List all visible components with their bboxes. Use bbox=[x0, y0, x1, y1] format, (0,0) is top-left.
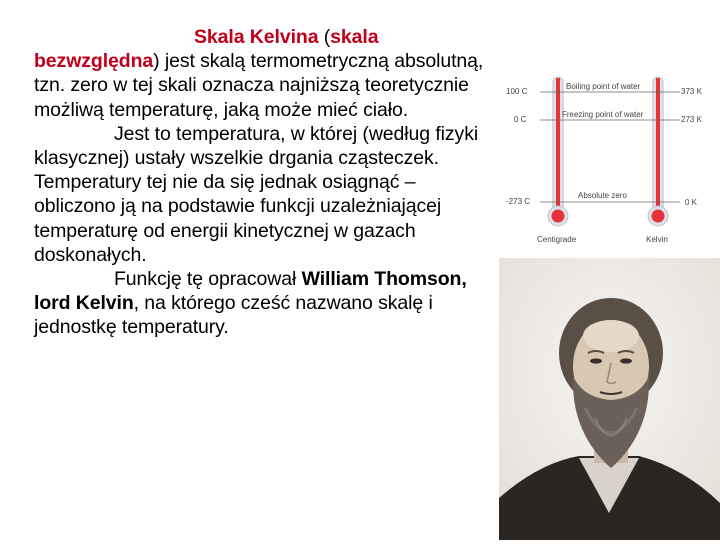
kelvin-label: Kelvin bbox=[646, 235, 668, 244]
celsius-zero-value: -273 C bbox=[506, 197, 531, 206]
freezing-label: Freezing point of water bbox=[562, 110, 644, 119]
thermometer-diagram bbox=[500, 70, 720, 250]
paren-open: ( bbox=[318, 26, 331, 48]
paragraph-author bbox=[34, 267, 496, 340]
left-eye bbox=[590, 358, 602, 363]
author-rest: , na którego cześć nazwano skalę i jednostkę temperatury. bbox=[34, 292, 433, 339]
centigrade-bulb bbox=[552, 210, 565, 223]
portrait-svg bbox=[499, 258, 720, 540]
kelvin-freezing-value: 273 K bbox=[681, 115, 702, 124]
title-absolute-scale: skala bezwzględna bbox=[34, 26, 379, 73]
centigrade-mercury bbox=[556, 78, 560, 218]
definition-text: jest skalą termometryczną absolutną, tzn. zero w tej skali oznacza najniższą teoretycznie możliwą temperaturę, jaką może mieć ciało. bbox=[34, 50, 484, 121]
content-text bbox=[34, 25, 496, 340]
kelvin-boiling-value: 373 K bbox=[681, 87, 702, 96]
author-name: William Thomson, lord Kelvin bbox=[34, 268, 467, 315]
author-intro: Funkcję tę opracował bbox=[114, 268, 302, 291]
thermometer-svg bbox=[500, 70, 720, 250]
absolute-zero-label: Absolute zero bbox=[578, 191, 627, 200]
centigrade-label: Centigrade bbox=[537, 235, 577, 244]
paragraph-definition bbox=[34, 25, 496, 122]
explanation-text: Jest to temperatura, w której (według fizyki klasycznej) ustały wszelkie drgania cząsteczek. Temperatury tej nie da się jednak osiągnąć – obliczono ją na podstawie funkcji uzależniającej temperaturę od energii kinetycznej w gazach doskonałych. bbox=[34, 122, 479, 266]
kelvin-zero-value: 0 K bbox=[685, 198, 698, 207]
boiling-label: Boiling point of water bbox=[566, 82, 641, 91]
title-kelvin-scale: Skala Kelvina bbox=[194, 26, 319, 48]
celsius-freezing-value: 0 C bbox=[514, 115, 527, 124]
kelvin-portrait bbox=[499, 258, 720, 540]
kelvin-bulb bbox=[652, 210, 665, 223]
right-eye bbox=[620, 358, 632, 363]
paragraph-explanation bbox=[34, 122, 496, 267]
kelvin-mercury bbox=[656, 78, 660, 218]
paren-close: ) bbox=[153, 50, 160, 73]
celsius-boiling-value: 100 C bbox=[506, 87, 528, 96]
